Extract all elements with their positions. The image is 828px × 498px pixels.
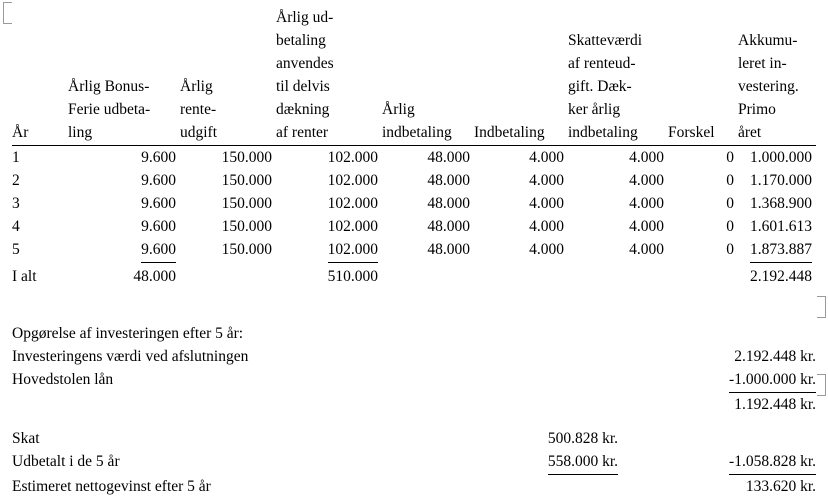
- cell-value: 0: [726, 195, 734, 212]
- column-header-line: indbetaling: [568, 124, 638, 141]
- column-header-line: [474, 75, 564, 98]
- cell-value: 4: [12, 218, 20, 235]
- column-header-line: [12, 6, 64, 29]
- column-header-line: [568, 6, 664, 29]
- cell-value: 102.000: [327, 218, 378, 235]
- summary-table: [12, 322, 816, 498]
- column-header-line: [68, 52, 176, 75]
- cell-value: 150.000: [221, 149, 272, 166]
- column-header-line: indbetaling: [382, 124, 452, 141]
- investment-calculation-sheet: [12, 6, 816, 288]
- column-header-line: Akkumu-: [738, 32, 798, 49]
- cell-value: 9.600: [141, 172, 176, 189]
- summary-label: Estimeret nettogevinst efter 5 år: [12, 478, 211, 495]
- table-row: [12, 192, 816, 215]
- cell-indbetaling: [474, 238, 568, 263]
- column-header-line: [474, 29, 564, 52]
- column-header-line: af renter: [276, 124, 329, 141]
- column-header-line: Årlig: [382, 101, 415, 118]
- summary-title: Opgørelse af investeringen efter 5 år:: [12, 325, 244, 342]
- summary-right-value: [642, 450, 816, 475]
- cell-value: 0: [726, 241, 734, 258]
- column-header-aarlig_indb: [382, 6, 474, 146]
- total-cell-bonus: 48.000: [133, 268, 176, 285]
- column-header-line: [474, 98, 564, 121]
- column-header-line: [668, 98, 734, 121]
- cell-akkumuleret: [738, 146, 816, 170]
- table-row: [12, 238, 816, 263]
- cell-forskel: [668, 192, 738, 215]
- cell-year: [12, 169, 68, 192]
- column-header-line: [12, 98, 64, 121]
- cell-forskel: [668, 146, 738, 170]
- column-header-line: [180, 29, 272, 52]
- cell-value: 48.000: [427, 241, 470, 258]
- summary-mid-value: [442, 427, 642, 450]
- summary-mid-text: 500.828 kr.: [547, 430, 618, 447]
- cell-value: 48.000: [427, 218, 470, 235]
- table-total-row: [12, 263, 816, 288]
- cell-akkumuleret: [738, 215, 816, 238]
- cell-skattevaerdi: [568, 169, 668, 192]
- summary-right-text: -1.000.000 kr.: [729, 368, 816, 393]
- column-header-line: [668, 75, 734, 98]
- column-header-line: ling: [68, 124, 93, 141]
- column-header-line: Forskel: [668, 124, 715, 141]
- column-header-line: Skatteværdi: [568, 32, 643, 49]
- cell-skattevaerdi: [568, 192, 668, 215]
- column-header-indbetaling: [474, 6, 568, 146]
- edit-marker-right-2: [817, 374, 826, 396]
- cell-aarlig_indb: [382, 192, 474, 215]
- summary-mid-value: [442, 450, 642, 475]
- cell-skattevaerdi: [568, 146, 668, 170]
- summary-mid-text: [614, 348, 618, 365]
- table-header: [12, 6, 816, 146]
- cell-forskel: [668, 169, 738, 192]
- cell-indbetaling: [474, 192, 568, 215]
- cell-value: 102.000: [328, 238, 378, 263]
- cell-aarlig_indb: [382, 238, 474, 263]
- cell-akkumuleret: [738, 238, 816, 263]
- summary-right-value: [642, 427, 816, 450]
- summary-label: Skat: [12, 430, 40, 447]
- cell-aarlig_indb: [382, 146, 474, 170]
- column-header-line: [12, 29, 64, 52]
- cell-rente: [180, 238, 276, 263]
- cell-aarlig_indb: [382, 215, 474, 238]
- column-header-line: År: [12, 124, 29, 141]
- cell-value: 102.000: [327, 149, 378, 166]
- cell-akkumuleret: [738, 192, 816, 215]
- column-header-line: [668, 52, 734, 75]
- cell-value: 9.600: [141, 218, 176, 235]
- column-header-line: året: [738, 124, 762, 141]
- column-header-line: Årlig ud-: [276, 9, 334, 26]
- cell-value: 9.600: [141, 238, 176, 263]
- cell-value: 4.000: [529, 149, 564, 166]
- total-cell-indbetaling: [474, 263, 568, 288]
- total-cell-forskel: [668, 263, 738, 288]
- cell-bonus: [68, 169, 180, 192]
- summary-label: [12, 393, 442, 416]
- column-header-line: af renteud-: [568, 55, 636, 72]
- summary-right-text: 2.192.448 kr.: [734, 348, 817, 365]
- cell-bonus: [68, 192, 180, 215]
- summary-row: [12, 427, 816, 450]
- page-corner-marker: [3, 2, 12, 24]
- column-header-line: [68, 6, 176, 29]
- column-header-line: dækning: [276, 101, 330, 118]
- column-header-line: [12, 52, 64, 75]
- cell-daekning: [276, 169, 382, 192]
- summary-right-text: 1.192.448 kr.: [734, 396, 817, 413]
- cell-value: 4.000: [629, 218, 664, 235]
- cell-aarlig_indb: [382, 169, 474, 192]
- summary-right-value: [642, 345, 816, 368]
- cell-value: 2: [12, 172, 20, 189]
- cell-bonus: [68, 146, 180, 170]
- cell-value: 0: [726, 149, 734, 166]
- column-header-line: [180, 6, 272, 29]
- summary-right-value: [642, 393, 816, 416]
- summary-right-value: [642, 368, 816, 393]
- column-header-daekning: [276, 6, 382, 146]
- cell-year: [12, 146, 68, 170]
- summary-body: [12, 322, 816, 498]
- summary-right-text: [812, 430, 816, 447]
- cell-year: [12, 192, 68, 215]
- cell-value: 4.000: [529, 218, 564, 235]
- column-header-line: [474, 6, 564, 29]
- column-header-line: anvendes: [276, 55, 334, 72]
- summary-spacer: [12, 416, 816, 427]
- cell-value: 150.000: [221, 172, 272, 189]
- table-body: [12, 146, 816, 289]
- cell-bonus: [68, 215, 180, 238]
- cell-rente: [180, 192, 276, 215]
- cell-value: 102.000: [327, 172, 378, 189]
- column-header-line: Årlig: [180, 78, 213, 95]
- cell-indbetaling: [474, 215, 568, 238]
- column-header-line: [668, 6, 734, 29]
- cell-value: 102.000: [327, 195, 378, 212]
- edit-marker-right-1: [817, 296, 826, 318]
- cell-daekning: [276, 146, 382, 170]
- column-header-line: udgift: [180, 124, 218, 141]
- cell-value: 48.000: [427, 172, 470, 189]
- cell-daekning: [276, 238, 382, 263]
- summary-block: [12, 322, 816, 498]
- column-header-line: [68, 29, 176, 52]
- cell-value: 0: [726, 218, 734, 235]
- cell-value: 9.600: [141, 195, 176, 212]
- cell-value: 48.000: [427, 149, 470, 166]
- column-header-bonus: [68, 6, 180, 146]
- cell-value: 1.368.900: [750, 195, 812, 212]
- summary-mid-value: [442, 475, 642, 498]
- summary-spacer-cell: [12, 416, 816, 427]
- cell-value: 4.000: [629, 195, 664, 212]
- cell-indbetaling: [474, 146, 568, 170]
- column-header-line: Ferie udbeta-: [68, 101, 151, 118]
- column-header-line: [738, 6, 812, 29]
- column-header-line: [382, 6, 470, 29]
- cell-daekning: [276, 215, 382, 238]
- summary-row: [12, 368, 816, 393]
- column-header-line: [474, 52, 564, 75]
- cell-value: 1.170.000: [750, 172, 812, 189]
- cell-value: 4.000: [629, 149, 664, 166]
- column-header-forskel: [668, 6, 738, 146]
- total-cell-aarlig_indb: [382, 263, 474, 288]
- column-header-line: Primo: [738, 101, 776, 118]
- column-header-line: [382, 52, 470, 75]
- total-cell-akkumuleret: 2.192.448: [750, 268, 812, 285]
- cell-value: 1.601.613: [750, 218, 812, 235]
- column-header-line: betaling: [276, 32, 326, 49]
- investment-table: [12, 6, 816, 288]
- column-header-skattevaerdi: [568, 6, 668, 146]
- cell-value: 4.000: [529, 195, 564, 212]
- column-header-line: gift. Dæk-: [568, 78, 632, 95]
- cell-rente: [180, 215, 276, 238]
- total-cell-skattevaerdi: [568, 263, 668, 288]
- cell-rente: [180, 169, 276, 192]
- column-header-line: til delvis: [276, 78, 330, 95]
- cell-value: 5: [12, 241, 20, 258]
- cell-value: 0: [726, 172, 734, 189]
- column-header-line: ker årlig: [568, 101, 621, 118]
- summary-row: [12, 393, 816, 416]
- summary-right-text: -1.058.828 kr.: [729, 450, 816, 475]
- table-row: [12, 169, 816, 192]
- cell-value: 1.873.887: [750, 238, 812, 263]
- cell-value: 150.000: [221, 241, 272, 258]
- summary-right-text: 133.620 kr.: [745, 478, 817, 495]
- summary-row: [12, 475, 816, 498]
- column-header-line: vestering.: [738, 78, 799, 95]
- column-header-line: [180, 52, 272, 75]
- column-header-line: [668, 29, 734, 52]
- summary-mid-value: [442, 345, 642, 368]
- table-row: [12, 215, 816, 238]
- column-header-line: [12, 75, 64, 98]
- column-header-year: [12, 6, 68, 146]
- summary-mid-text: [614, 371, 618, 388]
- cell-skattevaerdi: [568, 238, 668, 263]
- summary-right-value: [642, 475, 816, 498]
- cell-value: 48.000: [427, 195, 470, 212]
- cell-forskel: [668, 238, 738, 263]
- column-header-line: rente-: [180, 101, 217, 118]
- summary-mid-value: [442, 368, 642, 393]
- summary-row: [12, 345, 816, 368]
- cell-year: [12, 215, 68, 238]
- column-header-line: [382, 29, 470, 52]
- cell-value: 150.000: [221, 195, 272, 212]
- column-header-line: Årlig Bonus-: [68, 78, 150, 95]
- summary-row: [12, 450, 816, 475]
- summary-title-row: [12, 322, 816, 345]
- summary-mid-value: [442, 393, 642, 416]
- summary-label: Udbetalt i de 5 år: [12, 453, 120, 470]
- cell-value: 1: [12, 149, 20, 166]
- column-header-line: Indbetaling: [474, 124, 545, 141]
- column-header-akkumuleret: [738, 6, 816, 146]
- cell-value: 150.000: [221, 218, 272, 235]
- table-row: [12, 146, 816, 170]
- cell-forskel: [668, 215, 738, 238]
- cell-rente: [180, 146, 276, 170]
- summary-label: Investeringens værdi ved afslutningen: [12, 348, 249, 365]
- summary-label: Hovedstolen lån: [12, 371, 114, 388]
- cell-value: 9.600: [141, 149, 176, 166]
- column-header-rente: [180, 6, 276, 146]
- total-cell-rente: [180, 263, 276, 288]
- table-header-row: [12, 6, 816, 146]
- cell-value: 1.000.000: [750, 149, 812, 166]
- cell-value: 4.000: [529, 241, 564, 258]
- cell-skattevaerdi: [568, 215, 668, 238]
- total-cell-daekning: 510.000: [327, 268, 378, 285]
- column-header-line: [382, 75, 470, 98]
- column-header-line: leret in-: [738, 55, 787, 72]
- summary-mid-text: [614, 396, 618, 413]
- cell-value: 4.000: [629, 241, 664, 258]
- cell-daekning: [276, 192, 382, 215]
- cell-value: 3: [12, 195, 20, 212]
- cell-indbetaling: [474, 169, 568, 192]
- summary-mid-text: 558.000 kr.: [548, 450, 618, 475]
- total-cell-year: I alt: [12, 268, 37, 285]
- cell-akkumuleret: [738, 169, 816, 192]
- cell-value: 4.000: [629, 172, 664, 189]
- cell-bonus: [68, 238, 180, 263]
- cell-value: 4.000: [529, 172, 564, 189]
- summary-mid-text: [614, 478, 618, 495]
- cell-year: [12, 238, 68, 263]
